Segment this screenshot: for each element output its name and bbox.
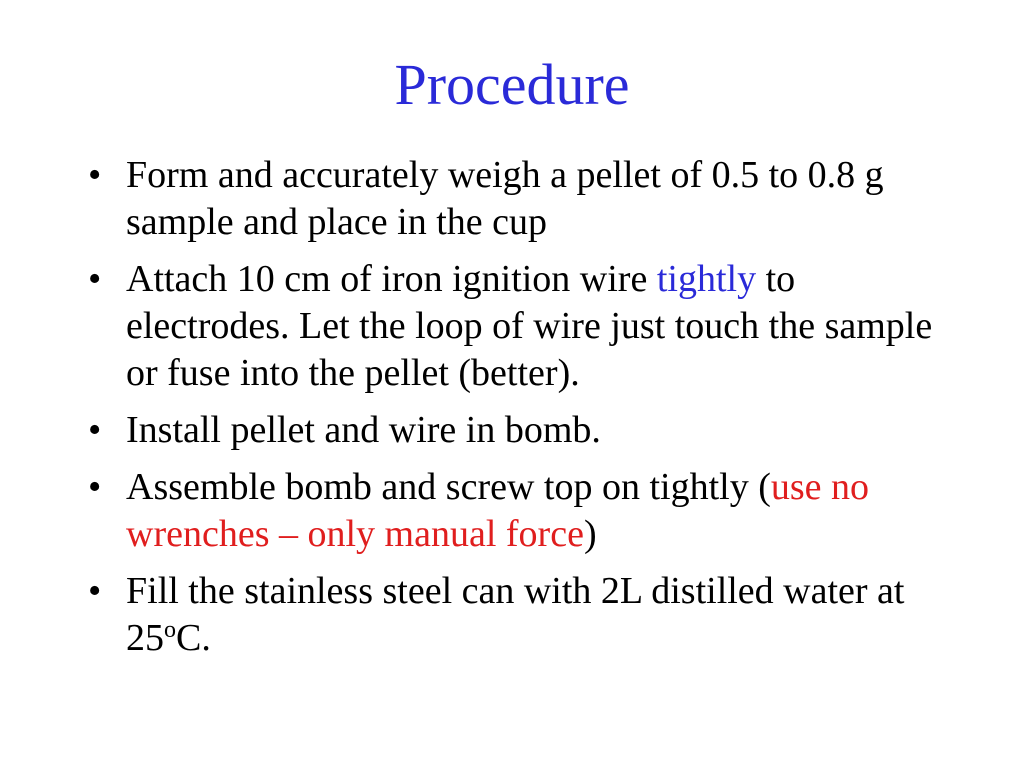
bullet-icon: • (88, 570, 102, 612)
bullet-item-pellet (88, 152, 948, 246)
bullet-icon: • (88, 466, 102, 508)
bullet-item-wire (88, 256, 948, 397)
bullet-item-fill (88, 568, 948, 662)
slide-title: Procedure (394, 52, 630, 117)
bullet-icon: • (88, 154, 102, 196)
warning-text: use no wrenches – only manual force (126, 466, 870, 555)
bullet-list (88, 152, 948, 672)
bullet-text-end: C. (176, 617, 211, 659)
bullet-text: Install pellet and wire in bomb. (126, 409, 601, 451)
bullet-text-end: to electrodes. Let the loop of wire just touch the sample or fuse into the pellet (better). (126, 258, 933, 394)
bullet-text-start: Attach 10 cm of iron ignition wire (126, 258, 657, 300)
highlight-tightly: tightly (656, 258, 757, 300)
bullet-item-assemble (88, 464, 948, 558)
bullet-icon: • (88, 258, 102, 300)
bullet-text: Form and accurately weigh a pellet of 0.5 to 0.8 g sample and place in the cup (126, 154, 884, 243)
bullet-text-end: ) (583, 513, 597, 555)
bullet-text-start: Assemble bomb and screw top on tightly ( (126, 466, 771, 508)
bullet-icon: • (88, 409, 102, 451)
bullet-text-start: Fill the stainless steel can with 2L distilled water at 25 (126, 570, 905, 659)
bullet-item-install (88, 407, 948, 454)
degree-superscript: o (164, 617, 176, 643)
